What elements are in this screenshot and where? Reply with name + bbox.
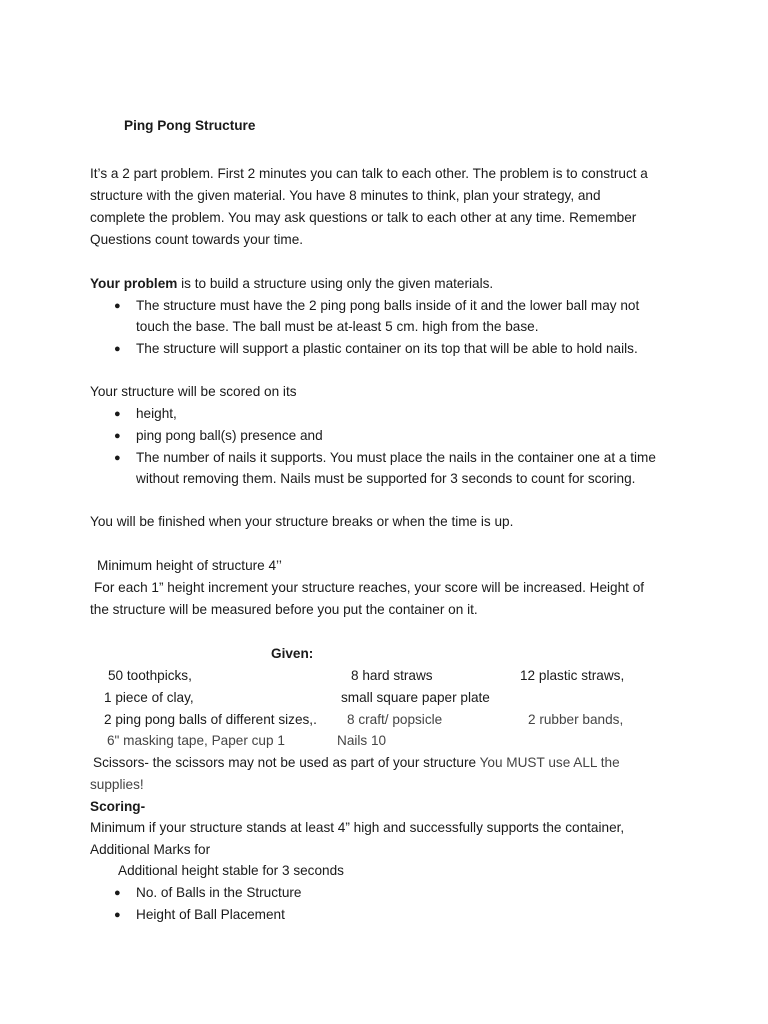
scoring-heading: Scoring-: [90, 799, 146, 814]
bullet-icon: ●: [114, 452, 121, 464]
bullet-icon: ●: [114, 408, 121, 420]
bullet-icon: ●: [114, 430, 121, 442]
scoring-line: Additional Marks for: [90, 842, 211, 857]
given-item: small square paper plate: [341, 690, 490, 705]
min-height-line: Minimum height of structure 4’’: [97, 558, 282, 573]
given-item: 8 hard straws: [351, 668, 433, 683]
given-item: 50 toothpicks,: [108, 668, 192, 683]
supplies-line: supplies!: [90, 777, 144, 792]
scored-bullet: The number of nails it supports. You must place the nails in the container one at a time: [136, 450, 656, 465]
given-item: 12 plastic straws,: [520, 668, 625, 683]
given-item: 2 rubber bands,: [528, 712, 624, 727]
bullet-icon: ●: [114, 909, 121, 921]
bullet-icon: ●: [114, 343, 121, 355]
given-heading: Given:: [271, 646, 314, 661]
intro-line: Questions count towards your time.: [90, 232, 304, 247]
bullet-icon: ●: [114, 300, 121, 312]
intro-line: It’s a 2 part problem. First 2 minutes you can talk to each other. The problem is to construct a: [90, 166, 648, 181]
scoring-bullet: No. of Balls in the Structure: [136, 885, 302, 900]
scored-bullet: height,: [136, 406, 177, 421]
given-item: 1 piece of clay,: [104, 690, 194, 705]
scissors-line: [93, 754, 620, 772]
problem-bullet: The structure will support a plastic container on its top that will be able to hold nails.: [136, 341, 638, 356]
given-item: 6" masking tape, Paper cup 1: [107, 733, 285, 748]
given-item: 8 craft/ popsicle: [347, 712, 443, 727]
problem-lead: [90, 275, 493, 293]
problem-lead-rest: is to build a structure using only the given materials.: [177, 276, 494, 291]
scoring-line: Minimum if your structure stands at least 4” high and successfully supports the container,: [90, 820, 625, 835]
increment-line: the structure will be measured before you put the container on it.: [90, 602, 478, 617]
problem-bullet: The structure must have the 2 ping pong balls inside of it and the lower ball may not: [136, 298, 640, 313]
scissors-text: Scissors- the scissors may not be used as part of your structure: [93, 755, 480, 770]
intro-line: structure with the given material. You have 8 minutes to think, plan your strategy, and: [90, 188, 601, 203]
scored-lead: Your structure will be scored on its: [90, 384, 297, 399]
finished-line: You will be finished when your structure breaks or when the time is up.: [90, 514, 514, 529]
increment-line: For each 1” height increment your structure reaches, your score will be increased. Height of: [94, 580, 645, 595]
scored-bullet-cont: without removing them. Nails must be supported for 3 seconds to count for scoring.: [136, 471, 636, 486]
scoring-bullet: Height of Ball Placement: [136, 907, 285, 922]
scored-bullet: ping pong ball(s) presence and: [136, 428, 323, 443]
given-item: 2 ping pong balls of different sizes,.: [104, 712, 317, 727]
bullet-icon: ●: [114, 887, 121, 899]
scoring-line: Additional height stable for 3 seconds: [118, 863, 344, 878]
document-title: Ping Pong Structure: [124, 118, 256, 133]
problem-bullet-cont: touch the base. The ball must be at-least 5 cm. high from the base.: [136, 319, 539, 334]
intro-line: complete the problem. You may ask questions or talk to each other at any time. Remember: [90, 210, 637, 225]
given-item: Nails 10: [337, 733, 387, 748]
problem-lead-bold: Your problem: [90, 276, 178, 291]
must-use-text: You MUST use ALL the: [479, 755, 620, 770]
